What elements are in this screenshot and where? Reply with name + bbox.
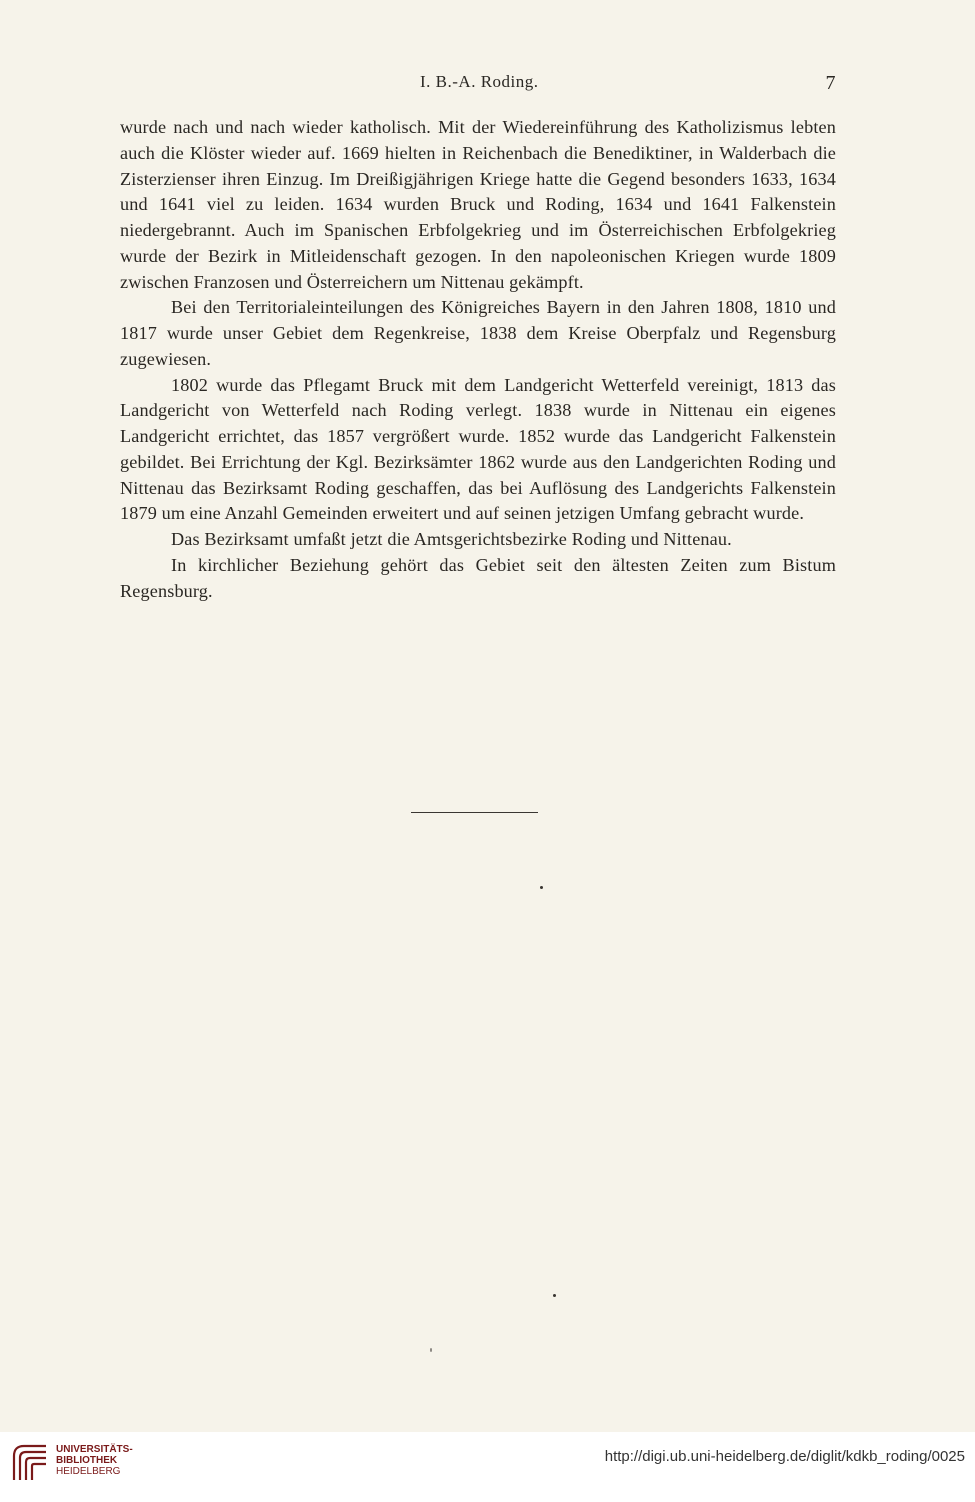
section-divider [411,812,538,813]
running-title: I. B.-A. Roding. [420,72,539,91]
library-name [56,1444,133,1477]
body-text [120,115,836,604]
footer-bar [0,1432,975,1502]
paragraph: wurde nach und nach wieder katholisch. Mit der Wiedereinführung des Katholizismus lebten auch die Klöster wieder auf. 1669 hielten in Reichenbach die Benediktiner, in Walderbach die Zisterzienser ihren Einzug. Im Dreißigjährigen Kriege hatte die Gegend besonders 1633, 1634 und 1641 viel zu leiden. 1634 wurden Bruck und Roding, 1634 und 1641 Falkenstein niedergebrannt. Auch im Spanischen Erbfolgekrieg und im Österreichischen Erbfolgekrieg wurde der Bezirk in Mitleidenschaft gezogen. In den napoleonischen Kriegen wurde 1809 zwischen Franzosen und Österreichern um Nittenau gekämpft. [120,117,836,292]
library-line-2: BIBLIOTHEK [56,1455,118,1466]
scan-speck [540,886,543,889]
library-line-1: UNIVERSITÄTS- [56,1444,133,1455]
paragraph: In kirchlicher Beziehung gehört das Gebiet seit den ältesten Zeiten zum Bistum Regensburg. [120,554,836,601]
paragraph: Bei den Territorialeinteilungen des Königreiches Bayern in den Jahren 1808, 1810 und 1817 wurde unser Gebiet dem Regenkreise, 1838 dem Kreise Oberpfalz und Regensburg zugewiesen. [120,297,836,369]
library-logo-icon [10,1440,50,1484]
page-number: 7 [825,72,836,94]
scan-speck [553,1294,556,1297]
scan-speck [430,1348,432,1352]
paragraph: Das Bezirksamt umfaßt jetzt die Amtsgerichtsbezirke Roding und Nittenau. [171,529,732,549]
paragraph: 1802 wurde das Pflegamt Bruck mit dem Landgericht Wetterfeld vereinigt, 1813 das Landgericht von Wetterfeld nach Roding verlegt. 1838 wurde in Nittenau ein eigenes Landgericht errichtet, das 1857 vergrößert wurde. 1852 wurde das Landgericht Falkenstein gebildet. Bei Errichtung der Kgl. Bezirksämter 1862 wurde aus den Landgerichten Roding und Nittenau das Bezirksamt Roding geschaffen, das bei Auflösung des Landgerichts Falkenstein 1879 um eine Anzahl Gemeinden erweitert und auf seinen jetzigen Umfang gebracht wurde. [120,374,836,524]
source-url[interactable]: http://digi.ub.uni-heidelberg.de/diglit/kdkb_roding/0025 [604,1448,965,1465]
library-line-3: HEIDELBERG [56,1466,121,1477]
